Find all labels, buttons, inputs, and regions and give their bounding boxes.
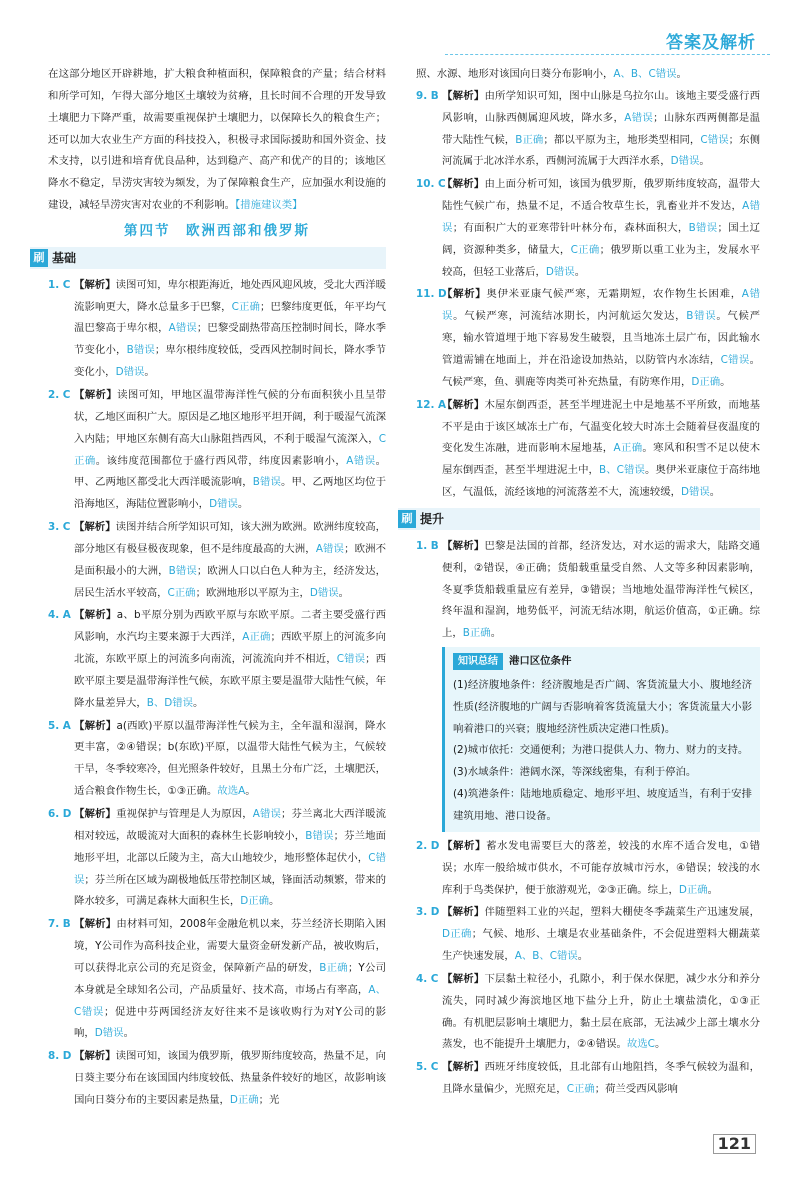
- section-band-advanced: [398, 508, 760, 530]
- band-mark: 刷: [30, 249, 48, 267]
- answer-marker: B错误: [305, 829, 334, 842]
- item-number: 4. C: [416, 972, 439, 985]
- explanation-text: 。该纬度范围都位于盛行西风带，纬度因素影响小，: [95, 454, 347, 467]
- analysis-tag: 【解析】: [442, 288, 487, 301]
- answer-marker: B错误: [168, 564, 197, 577]
- answer-marker: A错误: [624, 111, 654, 124]
- explanation-text: ；促进中芬两国经济友好往来不是该收购行为对Y公司的影响，: [74, 1005, 386, 1040]
- item-number: 3. C: [48, 521, 71, 534]
- answer-marker: B正确: [462, 627, 491, 640]
- item-number: 1. B: [416, 539, 439, 552]
- explanation-text: 。甲、乙两地区均位于沿海地区，海陆位置影响小，: [74, 476, 387, 511]
- section-band-basic: [30, 247, 386, 269]
- answer-marker: A错误: [442, 288, 761, 323]
- answer-item: [416, 836, 760, 902]
- band-mark: 刷: [398, 510, 416, 528]
- answer-item: [416, 174, 760, 283]
- explanation-text: 伴随塑料工业的兴起，塑料大棚使冬季蔬菜生产迅速发展，: [484, 906, 761, 919]
- explanation-text: 。: [574, 265, 586, 278]
- answer-marker: 故选C: [626, 1038, 655, 1051]
- answer-marker: A、B、C错误: [613, 68, 677, 80]
- answer-marker: B正确: [319, 961, 348, 974]
- answer-marker: D错误: [209, 498, 238, 511]
- answer-item: [48, 517, 386, 604]
- answer-item: [416, 1057, 760, 1101]
- answer-marker: D错误: [680, 486, 710, 499]
- answer-marker: D错误: [670, 155, 700, 168]
- analysis-tag: 【解析】: [74, 278, 116, 291]
- intro-text: 在这部分地区开辟耕地，扩大粮食种植面积，保障粮食的产量；结合材料和所学可知，乍得大部分地区土壤较为贫瘠，且长时间不合理的开发导致土壤肥力下降严重，故需要重视保护土壤肥力，以保障长久的粮食生产；还可以加大农业生产方面的科技投入，积极寻求国际援助和国外资金、技术支持，以引进和培育优良品种，达到稳产、高产和优产的目的；该地区降水不稳定，旱涝灾害较为频发，为了保障粮食生产，应加强水利设施的建设，减轻旱涝灾害对农业的不利影响。: [48, 68, 386, 212]
- answer-marker: A、B、C错误: [514, 950, 578, 963]
- answer-marker: A错误: [252, 808, 282, 820]
- item-number: 4. A: [48, 609, 71, 622]
- explanation-text: 由上面分析可知，该国为俄罗斯，俄罗斯纬度较高，温带大陆性气候广布，热量不足，不适合牧草生长，乳畜业并不发达，: [442, 178, 761, 213]
- answer-item: [48, 385, 386, 516]
- explanation-text: 。: [707, 883, 719, 896]
- answer-marker: C错误: [74, 851, 386, 886]
- explanation-text: a、b平原分别为西欧平原与东欧平原。二者主要受盛行西风影响，水汽均主要来源于大西洋，: [74, 609, 387, 644]
- explanation-text: 下层黏土粒径小，孔隙小，利于保水保肥，减少水分和养分流失，同时减少海滨地区地下盐分上升，防止土壤盐渍化，①③正确。有机肥层影响土壤肥力，黏土层在底部，无法减少上部土壤水分蒸发，也不能提升土壤肥力，②④错误。: [442, 972, 761, 1051]
- explanation-text: 。: [338, 586, 350, 599]
- explanation-text: ；国土辽阔，资源种类多，储量大，: [442, 221, 761, 256]
- knowledge-summary-box: [442, 647, 760, 832]
- answer-marker: C错误: [700, 133, 729, 146]
- intro-paragraph: [48, 64, 386, 217]
- explanation-text: ；芬兰离北大西洋暖流相对较远，故暖流对大面积的森林生长影响较小，: [74, 808, 387, 842]
- analysis-tag: 【解析】: [442, 1061, 485, 1074]
- box-line: (2)城市依托：交通便利；为港口提供人力、物力、财力的支持。: [453, 744, 749, 757]
- explanation-text: 由所学知识可知，图中山脉是乌拉尔山。该地主要受盛行西风影响，山脉西侧属迎风坡，降水多，: [442, 89, 761, 124]
- answer-marker: C正确: [570, 243, 600, 256]
- left-column: [33, 64, 387, 1113]
- answer-marker: B、C错误: [599, 464, 645, 477]
- item-number: 10. C: [416, 178, 446, 191]
- answer-marker: A、C错误: [74, 983, 386, 1018]
- item-number: 12. A: [416, 398, 447, 411]
- analysis-tag: 【解析】: [74, 609, 117, 622]
- explanation-text: 。: [245, 785, 256, 798]
- explanation-text: ；欧洲人口以白色人种为主，经济发达，居民生活水平较高，: [74, 564, 387, 599]
- answer-marker: A正确: [613, 442, 643, 455]
- answer-marker: C正确: [74, 432, 386, 467]
- explanation-text: 读图可知，卑尔根距海近，地处西风迎风坡，受北大西洋暖流影响更大，降水总量多于巴黎，: [74, 278, 387, 313]
- continued-paragraph: [416, 64, 760, 86]
- explanation-text: 奥伊米亚康气候严寒，无霜期短，农作物生长困难，: [486, 288, 742, 301]
- answer-marker: D正确: [240, 895, 270, 908]
- answer-item: [416, 969, 760, 1056]
- advanced-items-list-b: [416, 836, 760, 1101]
- answer-item: [416, 284, 760, 393]
- intro-tip: 【措施建议类】: [235, 199, 303, 212]
- answer-marker: C错误: [720, 353, 750, 366]
- explanation-text: ；俄罗斯以重工业为主，发展水平较高，但轻工业落后，: [442, 243, 761, 278]
- explanation-text: 。甲、乙两地区都受北大西洋暖流影响，: [74, 454, 387, 489]
- answer-marker: C正确: [167, 586, 196, 599]
- analysis-tag: 【解析】: [74, 918, 117, 931]
- page-header: [0, 0, 800, 58]
- answer-marker: D错误: [309, 586, 339, 599]
- explanation-text: 。: [269, 895, 280, 908]
- explanation-text: 读图可知，该国为俄罗斯，俄罗斯纬度较高，热量不足，向日葵主要分布在该国国内纬度较低、热量条件较好的地区，故影响该国向日葵分布的主要因素是热量，: [74, 1050, 387, 1106]
- explanation-text: 。: [123, 1027, 134, 1040]
- analysis-tag: 【解析】: [442, 906, 485, 919]
- analysis-tag: 【解析】: [74, 521, 116, 534]
- explanation-text: ；东侧河流属于北冰洋水系，西侧河流属于大西洋水系，: [442, 133, 760, 168]
- box-lines: [453, 675, 752, 828]
- explanation-text: 。气候严寒，输水管道埋于地下容易发生破裂，且当地冻土层广布，因此输水管道需铺在地面上，并在沿途设加热站，以防管内水冻结，: [442, 310, 761, 366]
- answer-marker: B错误: [252, 476, 281, 489]
- analysis-tag: 【解析】: [442, 178, 485, 191]
- answer-item: [48, 716, 386, 803]
- analysis-tag: 【解析】: [74, 719, 117, 732]
- item-number: 8. D: [48, 1050, 72, 1063]
- answer-marker: B错误: [688, 221, 718, 234]
- explanation-text: ；欧洲地形以平原为主，: [195, 586, 310, 599]
- header-title: 答案及解析: [666, 33, 756, 53]
- explanation-text: 。: [193, 696, 204, 709]
- answer-marker: C正确: [566, 1083, 595, 1096]
- explanation-text: 。: [709, 486, 721, 499]
- explanation-text: 。寒风和积雪不足以使木屋东倒西歪，甚至半埋进泥土中，: [442, 442, 761, 477]
- explanation-text: 。: [654, 1038, 666, 1051]
- analysis-tag: 【解析】: [74, 388, 118, 401]
- explanation-text: 蓄水发电需要巨大的落差，较浅的水库不适合发电，①错误；水库一般给城市供水，不可能存放城市污水，④错误；较浅的水库利于鸟类保护，便于旅游观光，②③正确。综上，: [442, 839, 761, 896]
- explanation-text: ；都以平原为主，地形类型相同，: [543, 133, 701, 146]
- explanation-text: 。: [237, 498, 249, 511]
- explanation-text: 西班牙纬度较低，且北部有山地阻挡，冬季气候较为温和，且降水量偏少，光照充足，: [442, 1061, 761, 1096]
- answer-item: [416, 536, 760, 645]
- item-number: 2. D: [416, 839, 440, 852]
- item-number: 3. D: [416, 906, 440, 919]
- right-items-list: [416, 86, 760, 504]
- answer-marker: D错误: [94, 1027, 124, 1040]
- explanation-text: ；西欧平原上的河流多向北流，东欧平原上的河流多向南流，河流流向并不相近，: [74, 631, 387, 666]
- analysis-tag: 【解析】: [74, 808, 117, 820]
- explanation-text: 。气候严寒，河流结冰期长，内河航运欠发达，: [453, 310, 687, 323]
- box-header: [453, 651, 752, 673]
- explanation-text: ；有面积广大的亚寒带针叶林分布，森林面积大，: [452, 221, 689, 234]
- answer-marker: C正确: [231, 300, 261, 313]
- analysis-tag: 【解析】: [442, 972, 485, 985]
- answer-marker: D正确: [691, 375, 721, 388]
- explanation-text: 由材料可知，2008年金融危机以来，芬兰经济长期陷入困境，Y公司作为高科技企业，需要大量资金研发新产品，被收购后，可以获得北京公司的充足资金，保障新产品的研发，: [74, 918, 386, 974]
- answer-item: [48, 605, 386, 714]
- explanation-text: ；卑尔根纬度较低，受西风控制时间长，降水季节变化小，: [74, 344, 386, 379]
- analysis-tag: 【解析】: [442, 398, 485, 411]
- answer-item: [416, 902, 760, 968]
- answer-marker: B、D错误: [146, 696, 194, 709]
- explanation-text: ；光: [258, 1093, 280, 1106]
- explanation-text: ；Y公司本身就是全球知名公司，产品质量好、技术高，市场占有率高，: [74, 961, 386, 996]
- explanation-text: 。: [699, 155, 710, 168]
- explanation-text: ；气候、地形、土壤是农业基础条件，不会促进塑料大棚蔬菜生产快速发展，: [442, 928, 760, 963]
- explanation-text: ；芬兰所在区域为副极地低压带控制区域，锋面活动频繁，带来的降水较多，可满足森林大面积生长，: [74, 873, 387, 908]
- explanation-text: 。: [676, 68, 687, 80]
- item-number: 9. B: [416, 89, 439, 102]
- item-number: 5. C: [416, 1061, 439, 1074]
- band-name: 基础: [52, 250, 77, 265]
- item-number: 11. D: [416, 288, 447, 301]
- answer-marker: D正确: [229, 1093, 259, 1106]
- band-name: 提升: [420, 511, 445, 526]
- box-line: (1)经济腹地条件：经济腹地是否广阔、客货流量大小、腹地经济性质(经济腹地的广阔与否影响着客货流量大小；客货流量大小影响着港口的兴衰；腹地经济性质决定港口性质)。: [453, 678, 752, 735]
- explanation-text: ；巴黎纬度更低，年平均气温巴黎高于卑尔根，: [74, 300, 386, 335]
- explanation-text: ；西欧平原主要是温带海洋性气候，东欧平原主要是温带大陆性气候，年降水量差异大，: [74, 653, 386, 709]
- explanation-text: 。: [577, 950, 589, 963]
- answer-marker: D错误: [545, 265, 575, 278]
- answer-marker: A错误: [346, 454, 376, 467]
- advanced-items-list-a: [416, 536, 760, 645]
- explanation-text: ；欧洲不是面积最小的大洲，: [74, 542, 387, 577]
- page-number: 121: [713, 1134, 756, 1154]
- analysis-tag: 【解析】: [442, 839, 487, 852]
- answer-marker: A错误: [315, 542, 345, 555]
- answer-marker: D正确: [442, 928, 472, 941]
- explanation-text: ；芬兰地面地形平坦，北部以丘陵为主，高大山地较少，地形整体起伏小，: [74, 829, 387, 864]
- explanation-text: 。: [490, 627, 502, 640]
- explanation-text: 读图可知，甲地区温带海洋性气候的分布面积狭小且呈带状，乙地区面积广大。原因是乙地区地形平坦开阔，利于暖湿气流深入内陆；甲地区东侧有高大山脉阻挡西风，不利于暖湿气流深入，: [74, 388, 387, 445]
- explanation-text: 照、水源、地形对该国向日葵分布影响小，: [416, 68, 614, 80]
- explanation-text: a(西欧)平原以温带海洋性气候为主，全年温和湿润，降水更丰富，②④错误；b(东欧)平原，以温带大陆性气候为主，气候较干旱，冬季较寒冷，但光照条件较好，且黑土分布广泛，土壤肥沃，适合粮食作物生长，①③正确。: [74, 719, 387, 798]
- answer-marker: A错误: [168, 322, 197, 335]
- explanation-text: ；山脉东西两侧都是温带大陆性气候，: [442, 111, 761, 146]
- answer-marker: B正确: [515, 133, 544, 146]
- explanation-text: ；巴黎受副热带高压控制时间长，降水季节变化小，: [74, 322, 387, 357]
- answer-marker: A错误: [442, 200, 761, 234]
- explanation-text: ；荷兰受西风影响: [594, 1083, 678, 1096]
- answer-item: [48, 804, 386, 913]
- answer-item: [48, 275, 386, 384]
- answer-marker: C错误: [336, 653, 366, 666]
- answer-marker: 故选A: [217, 785, 246, 798]
- box-label: 知识总结: [453, 653, 503, 670]
- explanation-text: 。: [144, 366, 155, 379]
- answer-marker: A正确: [242, 631, 271, 644]
- answer-marker: D正确: [678, 883, 708, 896]
- answer-marker: D错误: [115, 366, 145, 379]
- left-items-list: [48, 275, 386, 1112]
- analysis-tag: 【解析】: [442, 539, 485, 552]
- explanation-text: 重视保护与管理是人为原因，: [116, 808, 253, 820]
- answer-item: [48, 1046, 386, 1112]
- explanation-text: 读图并结合所学知识可知，该大洲为欧洲。欧洲纬度较高，部分地区有极昼极夜现象，但不是纬度最高的大洲，: [74, 521, 387, 555]
- item-number: 7. B: [48, 918, 71, 931]
- box-line: (4)筑港条件：陆地地质稳定、地形平坦、坡度适当，有利于安排建筑用地、港口设备。: [453, 788, 752, 822]
- analysis-tag: 【解析】: [74, 1050, 116, 1063]
- explanation-text: 。气候严寒，鱼、驯鹿等肉类可补充热量，有防寒作用，: [442, 353, 760, 388]
- explanation-text: 巴黎是法国的首都，经济发达，对水运的需求大，陆路交通便利，②错误，④正确；货船载重量受自然、人文等多种因素影响，冬夏季货船载重量应有差异，③错误；当地地处温带海洋性气候区，终年温和湿润，地势低平，河流无结冰期，航运价值高，①正确。综上，: [442, 539, 761, 640]
- analysis-tag: 【解析】: [442, 89, 485, 102]
- explanation-text: 木屋东倒西歪，甚至半埋进泥土中是地基不平所致，而地基不平是由于该区域冻土广布，气温变化较大时冻土会随着昼夜温度的变化发生冻融，进而影响木屋地基，: [442, 398, 761, 455]
- section-title: 第四节 欧洲西部和俄罗斯: [124, 222, 310, 239]
- item-number: 2. C: [48, 388, 71, 401]
- answer-marker: B错误: [126, 344, 155, 357]
- item-number: 6. D: [48, 808, 72, 820]
- answer-item: [416, 86, 760, 173]
- item-number: 5. A: [48, 719, 71, 732]
- explanation-text: 。: [720, 375, 731, 388]
- answer-item: [416, 395, 760, 504]
- box-name: 港口区位条件: [509, 655, 572, 668]
- answer-item: [48, 914, 386, 1045]
- header-divider: [445, 54, 770, 55]
- box-line: (3)水域条件：港阔水深，等深线密集，有利于停泊。: [453, 766, 697, 779]
- item-number: 1. C: [48, 278, 71, 291]
- right-column: [401, 64, 761, 1102]
- explanation-text: 。奥伊米亚康位于高纬地区，气温低，流经该地的河流落差不大，流速较缓，: [442, 464, 760, 499]
- answer-marker: B错误: [686, 310, 717, 323]
